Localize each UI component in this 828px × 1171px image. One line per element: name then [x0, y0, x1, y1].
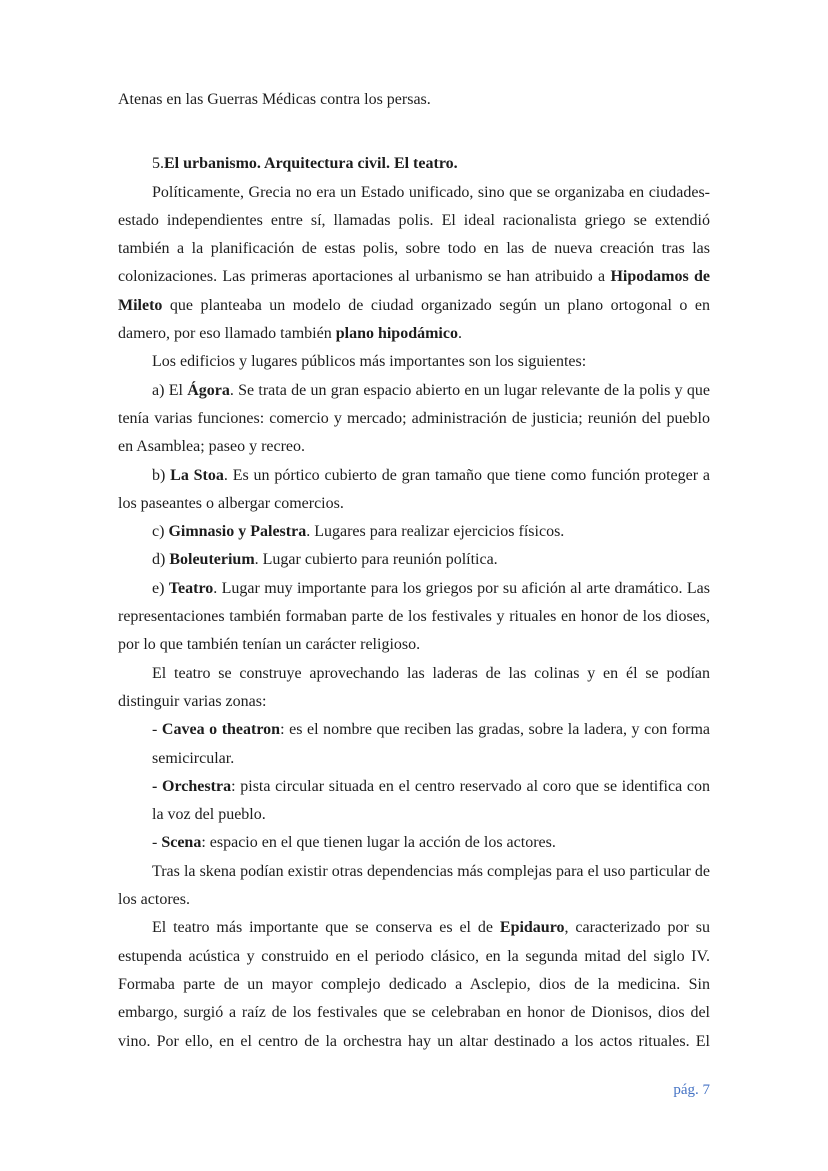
bold-term-orchestra: - Orchestra: [152, 777, 232, 795]
dash-item-scena: [152, 829, 710, 857]
text-run: . Lugar muy importante para los griegos por su afición al arte dramático. Las representaciones también formaban parte de los festivales y rituales en honor de los dioses, por lo que también tenían un carácter religioso.: [118, 579, 710, 654]
bold-term-boleuterium: Boleuterium: [169, 551, 255, 569]
paragraph-skena: [118, 858, 710, 915]
bold-term-agora: Ágora: [187, 381, 230, 399]
text-run: e): [152, 579, 169, 597]
page-number: pág. 7: [673, 1082, 710, 1098]
bold-term-cavea: Cavea o theatron: [161, 721, 281, 739]
bold-term-gimnasio: Gimnasio y Palestra: [168, 523, 307, 541]
bold-term-hipodamos: Hipodamos de Mileto: [118, 268, 711, 314]
paragraph-urbanismo: [118, 179, 710, 349]
text-run: . Lugares para realizar ejercicios físicos.: [306, 523, 565, 541]
text-run: a) El: [152, 381, 188, 399]
heading-title: El urbanismo. Arquitectura civil. El teatro.: [164, 155, 458, 173]
list-item-boleuterium: [118, 546, 710, 574]
text-run: . Se trata de un gran espacio abierto en un lugar relevante de la polis y que tenía varias funciones: comercio y mercado; administración de justicia; reunión del pueblo en Asamblea; paseo y recreo.: [118, 381, 710, 456]
text-run: El teatro se construye aprovechando las laderas de las colinas y en él se podían distinguir varias zonas:: [118, 664, 710, 710]
text-run: -: [152, 834, 162, 852]
text-run: El teatro más importante que se conserva es el de: [152, 919, 500, 937]
text-run: : es el nombre que reciben las gradas, sobre la ladera, y con forma semicircular.: [152, 721, 710, 767]
text-run: .: [457, 325, 462, 343]
text-run: Los edificios y lugares públicos más importantes son los siguientes:: [152, 353, 587, 371]
text-run: : pista circular situada en el centro reservado al coro que se identifica con la voz del pueblo.: [152, 777, 711, 824]
dash-item-orchestra: [152, 773, 710, 830]
text-run: que planteaba un modelo de ciudad organizado según un plano ortogonal o en damero, por eso llamado también: [118, 296, 710, 343]
bold-term-epidauro: Epidauro: [499, 919, 565, 937]
intro-paragraph: [118, 86, 710, 114]
paragraph-teatro-zonas: [118, 660, 710, 717]
text-run: d): [152, 551, 170, 569]
dash-item-cavea: [152, 716, 710, 773]
text-run: Atenas en las Guerras Médicas contra los persas.: [118, 91, 431, 108]
text-run: . Es un pórtico cubierto de gran tamaño que tiene como función proteger a los paseantes o albergar comercios.: [118, 466, 711, 512]
text-run: Tras la skena podían existir otras dependencias más complejas para el uso particular de los actores.: [118, 862, 710, 909]
page-content: [118, 86, 710, 1056]
heading-number: 5.: [152, 155, 164, 173]
paragraph-epidauro: [118, 914, 710, 1055]
paragraph-edificios-intro: [118, 348, 710, 376]
text-run: . Lugar cubierto para reunión política.: [254, 551, 498, 569]
text-run: -: [152, 721, 162, 739]
list-item-stoa: [118, 462, 710, 519]
list-item-teatro: [118, 575, 710, 660]
text-run: , caracterizado por su estupenda acústica y construido en el periodo clásico, en la segunda mitad del siglo IV. Formaba parte de un mayor complejo dedicado a Asclepio, dios de la medicina. Sin embargo, surgió a raíz de los festivales que se celebraban en honor de Dionisos, dios del vino. Por ello, en el centro de la orchestra hay un altar destinado a los actos rituales. El: [118, 919, 710, 1050]
text-run: b): [152, 466, 171, 484]
list-item-gimnasio: [118, 518, 710, 546]
bold-term-scena: Scena: [161, 834, 202, 852]
bold-term-stoa: La Stoa: [170, 466, 224, 484]
section-heading: [118, 150, 710, 178]
list-item-agora: [118, 377, 710, 462]
text-run: c): [152, 523, 169, 541]
bold-term-teatro: Teatro: [168, 579, 214, 597]
text-run: Políticamente, Grecia no era un Estado unificado, sino que se organizaba en ciudades-estado independientes entre sí, llamadas polis. El ideal racionalista griego se extendió también a la planificación de estas polis, sobre todo en las de nueva creación tras las colonizaciones. Las primeras aportaciones al urbanismo se han atribuido a: [118, 183, 710, 286]
text-run: : espacio en el que tienen lugar la acción de los actores.: [201, 834, 556, 852]
bold-term-plano-hipodamico: plano hipodámico: [335, 325, 458, 343]
